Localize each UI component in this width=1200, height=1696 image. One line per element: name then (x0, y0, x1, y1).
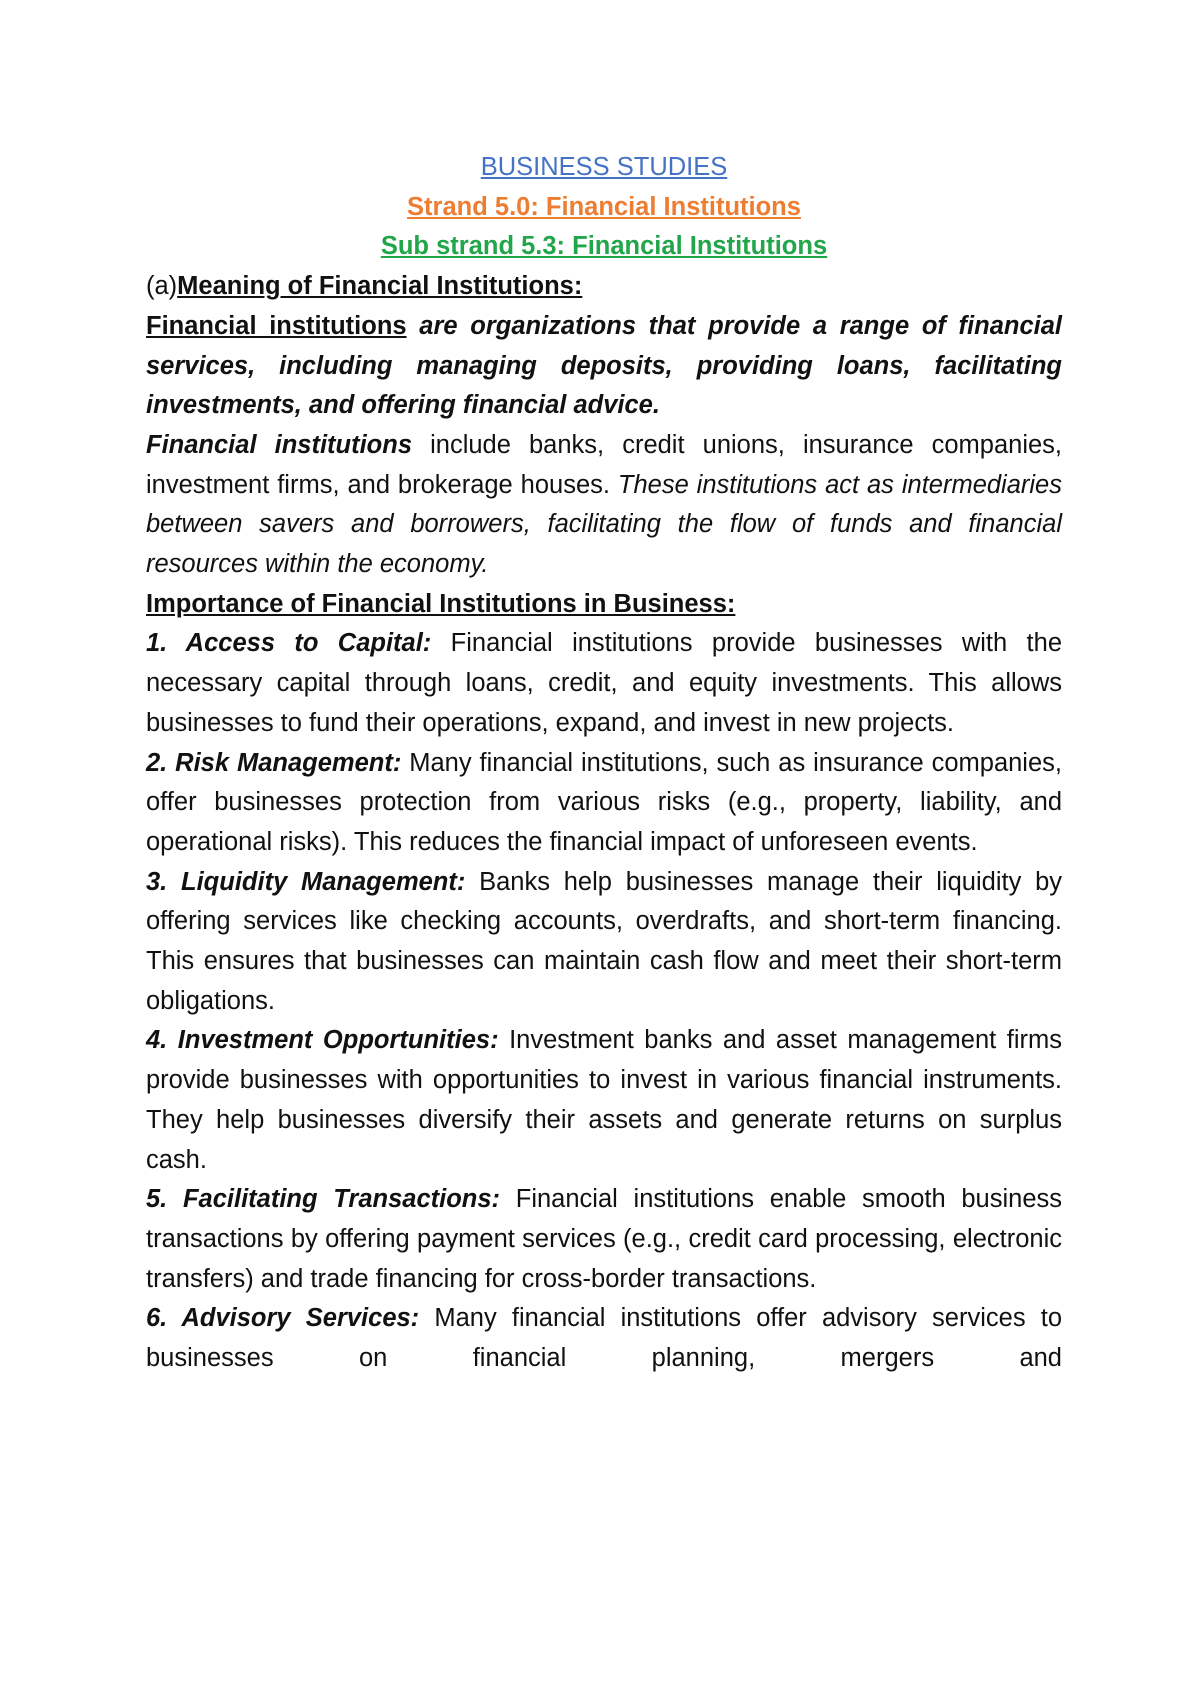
meaning-heading-text: Meaning of Financial Institutions: (177, 272, 583, 301)
importance-item-4 (146, 1021, 1062, 1180)
importance-item-1 (146, 624, 1062, 743)
importance-item-text: Investment banks and asset management firms provide businesses with opportunities to invest in various financial instruments. They help businesses diversify their assets and generate returns on surplus cash. (146, 1026, 1062, 1174)
meaning-prefix: (a) (146, 272, 178, 301)
definition-paragraph (146, 307, 1062, 426)
institutions-paragraph (146, 426, 1062, 585)
importance-item-label: 6. Advisory Services: (146, 1304, 420, 1333)
importance-item-text: Many financial institutions offer advisory services to businesses on financial planning, mergers and (146, 1304, 1062, 1373)
subject-title (146, 148, 1062, 188)
importance-heading (146, 585, 1062, 625)
definition-text: are organizations that provide a range of financial services, including managing deposits, providing loans, facilitating investments, and offering financial advice. (146, 311, 1062, 420)
definition-term: Financial institutions (146, 311, 407, 340)
importance-item-label: 2. Risk Management: (146, 748, 402, 777)
importance-item-label: 5. Facilitating Transactions: (146, 1185, 501, 1214)
document-body (146, 148, 1062, 1379)
meaning-heading (146, 267, 1062, 307)
importance-item-text: Many financial institutions, such as insurance companies, offer businesses protection from various risks (e.g., property, liability, and operational risks). This reduces the financial impact of unforeseen events. (146, 748, 1062, 856)
importance-item-3 (146, 863, 1062, 1022)
importance-item-6 (146, 1299, 1062, 1378)
importance-item-label: 3. Liquidity Management: (146, 867, 466, 896)
importance-item-label: 4. Investment Opportunities: (146, 1026, 499, 1055)
importance-heading-text: Importance of Financial Institutions in Business: (146, 589, 736, 618)
subject-title-text: BUSINESS STUDIES (480, 153, 728, 181)
importance-item-text: Financial institutions enable smooth business transactions by offering payment services (e.g., credit card processing, electronic transfers) and trade financing for cross-border transactions. (146, 1185, 1062, 1293)
institutions-term: Financial institutions (146, 430, 413, 459)
strand-title (146, 188, 1062, 228)
strand-title-text: Strand 5.0: Financial Institutions (407, 192, 801, 221)
importance-item-text: Financial institutions provide businesses with the necessary capital through loans, credit, and equity investments. This allows businesses to fund their operations, expand, and invest in new projects. (146, 629, 1062, 737)
importance-item-2 (146, 744, 1062, 863)
importance-item-label: 1. Access to Capital: (146, 629, 432, 658)
importance-item-text: Banks help businesses manage their liquidity by offering services like checking accounts, overdrafts, and short-term financing. This ensures that businesses can maintain cash flow and meet their short-term obligations. (146, 867, 1062, 1015)
sub-strand-title-text: Sub strand 5.3: Financial Institutions (380, 232, 828, 261)
importance-item-5 (146, 1180, 1062, 1299)
institutions-italic-text: These institutions act as intermediaries between savers and borrowers, facilitating the flow of funds and financial resources within the economy. (146, 470, 1062, 579)
sub-strand-title (146, 227, 1062, 267)
institutions-text: include banks, credit unions, insurance companies, investment firms, and brokerage houses. (146, 430, 1062, 499)
